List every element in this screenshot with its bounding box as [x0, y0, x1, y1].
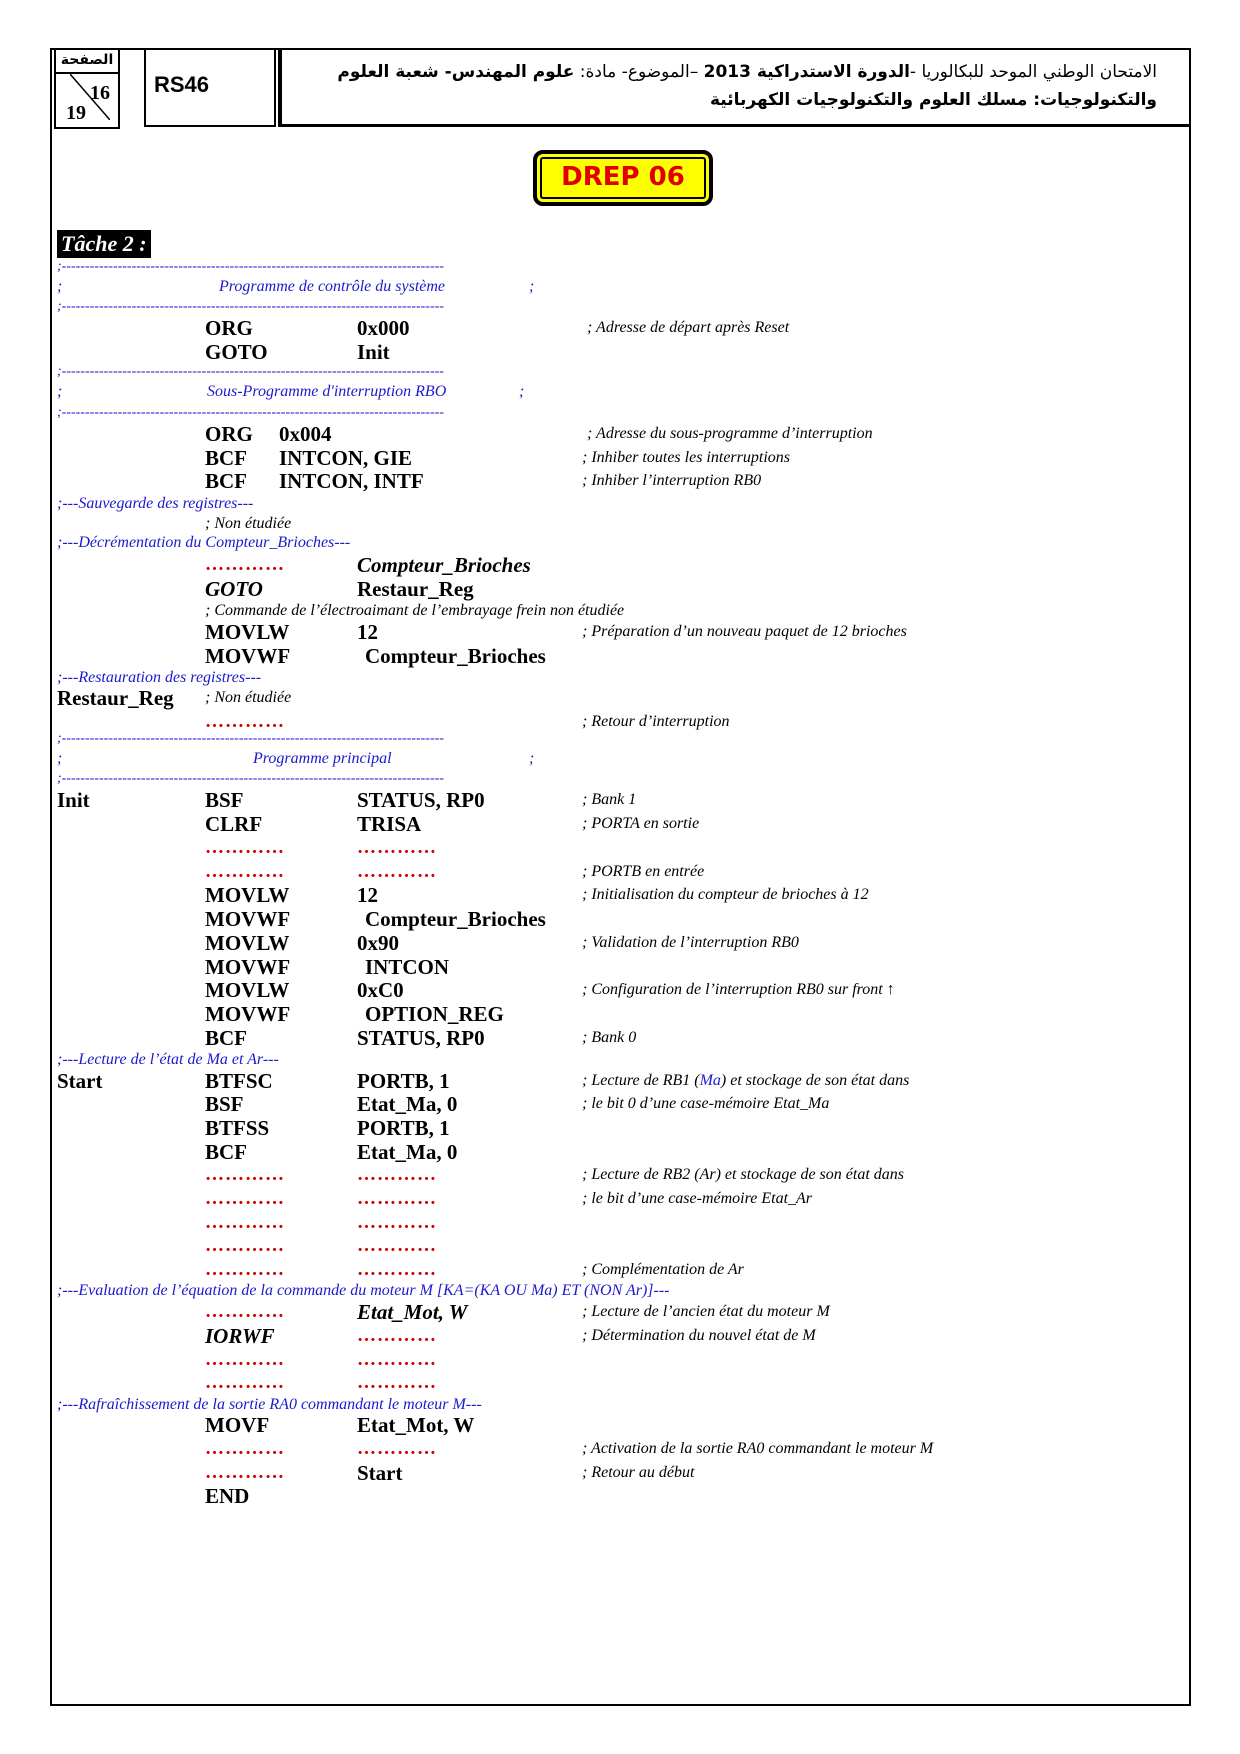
operand: INTCON, GIE [279, 446, 413, 470]
opcode: END [205, 1484, 250, 1508]
answer-blank[interactable]: ………… [205, 1188, 285, 1209]
opcode: GOTO [205, 340, 268, 364]
exam-title [297, 58, 1157, 114]
operand: 0x90 [357, 931, 399, 955]
opcode: MOVWF [205, 1002, 291, 1026]
title-subject: علوم المهندس- شعبة العلوم [337, 62, 575, 82]
operand: Compteur_Brioches [365, 644, 546, 668]
operand: Init [357, 340, 390, 364]
task-heading: Tâche 2 : [57, 230, 151, 258]
semicolon: ; [57, 383, 63, 400]
comment: ; Non étudiée [205, 689, 292, 706]
dash-rule: ;---------------------------------------------------------------------------------- [57, 732, 444, 746]
comment: ;---Restauration des registres--- [57, 669, 262, 686]
semicolon: ; [519, 383, 525, 400]
answer-blank[interactable]: ………… [205, 1372, 285, 1393]
answer-blank[interactable]: ………… [357, 1212, 437, 1233]
opcode: MOVWF [205, 644, 291, 668]
answer-blank[interactable]: ………… [357, 1438, 437, 1459]
opcode: MOVWF [205, 907, 291, 931]
answer-blank[interactable]: ………… [205, 1462, 285, 1483]
operand: STATUS, RP0 [357, 788, 485, 812]
title-session: الدورة الاستدراكية 2013 [703, 62, 910, 82]
operand: INTCON [365, 955, 450, 979]
comment: ; PORTA en sortie [582, 815, 700, 832]
operand: STATUS, RP0 [357, 1026, 485, 1050]
comment: ;---Sauvegarde des registres--- [57, 495, 254, 512]
comment: ; Retour au début [582, 1464, 695, 1481]
comment: ; Bank 1 [582, 791, 637, 808]
answer-blank[interactable]: ………… [205, 1164, 285, 1185]
comment: ; Non étudiée [205, 515, 292, 532]
operand: 0x000 [357, 316, 410, 340]
drep-label: DREP 06 [561, 162, 685, 192]
comment: ; Préparation d’un nouveau paquet de 12 brioches [582, 623, 907, 640]
operand: OPTION_REG [365, 1002, 504, 1026]
opcode: MOVF [205, 1413, 270, 1437]
comment: ; le bit 0 d’une case-mémoire Etat_Ma [582, 1095, 830, 1112]
title-part: –الموضوع- مادة: [574, 62, 704, 82]
section-banner [57, 278, 537, 298]
title-stream: والتكنولوجيات: مسلك العلوم والتكنولوجيات الكهربائية [709, 90, 1157, 110]
comment: ;---Décrémentation du Compteur_Brioches--- [57, 534, 351, 551]
opcode: BCF [205, 1140, 247, 1164]
operand: Compteur_Brioches [357, 553, 531, 577]
opcode: BTFSC [205, 1069, 273, 1093]
title-part: الامتحان الوطني الموحد للبكالوريا - [909, 62, 1157, 82]
comment: ; PORTB en entrée [582, 863, 705, 880]
comment: ; Inhiber toutes les interruptions [582, 449, 790, 466]
opcode: MOVWF [205, 955, 291, 979]
operand: 0x004 [279, 422, 332, 446]
answer-blank[interactable]: ………… [357, 1164, 437, 1185]
opcode: ORG [205, 316, 253, 340]
operand: TRISA [357, 812, 422, 836]
operand: Restaur_Reg [357, 577, 474, 601]
exam-header [52, 50, 1189, 127]
answer-blank[interactable]: ………… [205, 711, 285, 732]
label: Restaur_Reg [57, 686, 174, 710]
answer-blank[interactable]: ………… [205, 837, 285, 858]
operand: Etat_Mot, W [357, 1300, 468, 1324]
exam-title-box [278, 50, 1189, 127]
answer-blank[interactable]: ………… [357, 1259, 437, 1280]
opcode: BCF [205, 1026, 247, 1050]
operand: INTCON, INTF [279, 469, 424, 493]
answer-blank[interactable]: ………… [357, 1372, 437, 1393]
dash-rule: ;---------------------------------------------------------------------------------- [57, 365, 444, 379]
dash-rule: ;---------------------------------------------------------------------------------- [57, 260, 444, 274]
comment: ; Inhiber l’interruption RB0 [582, 472, 762, 489]
dash-rule: ;---------------------------------------------------------------------------------- [57, 300, 444, 314]
answer-blank[interactable]: ………… [357, 1235, 437, 1256]
label: Init [57, 788, 90, 812]
answer-blank[interactable]: ………… [357, 1188, 437, 1209]
operand: Compteur_Brioches [365, 907, 546, 931]
subject-code-box [144, 50, 276, 127]
answer-blank[interactable]: ………… [205, 1212, 285, 1233]
comment: ; Lecture de RB2 (Ar) et stockage de son état dans [582, 1166, 904, 1183]
opcode: MOVLW [205, 883, 290, 907]
page-total: 19 [66, 102, 86, 124]
section-banner [57, 383, 537, 403]
comment: ; Lecture de l’ancien état du moteur M [582, 1303, 830, 1320]
opcode: BSF [205, 1092, 244, 1116]
operand: PORTB, 1 [357, 1069, 450, 1093]
operand: Etat_Ma, 0 [357, 1092, 458, 1116]
comment: ; Bank 0 [582, 1029, 637, 1046]
semicolon: ; [529, 750, 535, 767]
opcode: MOVLW [205, 978, 290, 1002]
answer-blank[interactable]: ………… [205, 861, 285, 882]
operand: 12 [357, 883, 378, 907]
operand: 0xC0 [357, 978, 404, 1002]
comment-part: ) et stockage de son état dans [720, 1072, 910, 1089]
section-banner [57, 750, 537, 770]
opcode: CLRF [205, 812, 263, 836]
operand: PORTB, 1 [357, 1116, 450, 1140]
comment-part: ; Lecture de RB1 ( [582, 1072, 700, 1089]
drep-badge [533, 150, 713, 206]
comment: ; Activation de la sortie RA0 commandant le moteur M [582, 1440, 934, 1457]
comment: ; Retour d’interruption [582, 713, 730, 730]
comment: ; Validation de l’interruption RB0 [582, 934, 799, 951]
subject-code: RS46 [154, 72, 210, 97]
answer-blank[interactable]: ………… [357, 1325, 437, 1346]
comment: ; Complémentation de Ar [582, 1261, 744, 1278]
comment: ; Adresse de départ après Reset [587, 319, 790, 336]
label: Start [57, 1069, 103, 1093]
answer-blank[interactable]: ………… [205, 1349, 285, 1370]
semicolon: ; [57, 278, 63, 295]
page-number: 16 [90, 82, 110, 104]
operand: Etat_Mot, W [357, 1413, 475, 1437]
answer-blank[interactable]: ………… [357, 861, 437, 882]
page-number-box [54, 50, 120, 129]
answer-blank[interactable]: ………… [205, 1235, 285, 1256]
opcode: ORG [205, 422, 253, 446]
semicolon: ; [57, 750, 63, 767]
comment: ;---Lecture de l’état de Ma et Ar--- [57, 1051, 279, 1068]
comment: ;---Evaluation de l’équation de la commande du moteur M [KA=(KA OU Ma) ET (NON Ar)]--- [57, 1282, 670, 1299]
answer-blank[interactable]: ………… [357, 837, 437, 858]
dash-rule: ;---------------------------------------------------------------------------------- [57, 772, 444, 786]
answer-blank[interactable]: ………… [205, 1301, 285, 1322]
page-label: الصفحة [60, 52, 114, 68]
semicolon: ; [529, 278, 535, 295]
opcode: BCF [205, 446, 247, 470]
banner-title: Programme principal [253, 750, 392, 767]
comment: ; Commande de l’électroaimant de l’embrayage frein non étudiée [205, 602, 625, 619]
banner-title: Sous-Programme d'interruption RBO [207, 383, 447, 400]
operand: 12 [357, 620, 378, 644]
answer-blank[interactable]: ………… [205, 1438, 285, 1459]
answer-blank[interactable]: ………… [205, 554, 285, 575]
banner-title: Programme de contrôle du système [219, 278, 446, 295]
operand: Etat_Ma, 0 [357, 1140, 458, 1164]
operand: Start [357, 1461, 403, 1485]
comment: ;---Rafraîchissement de la sortie RA0 commandant le moteur M--- [57, 1396, 482, 1413]
opcode: BSF [205, 788, 244, 812]
comment: ; Détermination du nouvel état de M [582, 1327, 816, 1344]
comment: ; Configuration de l’interruption RB0 sur front ↑ [582, 981, 895, 998]
comment-highlight: Ma [699, 1072, 721, 1089]
comment: ; Initialisation du compteur de brioches à 12 [582, 886, 869, 903]
comment [582, 1071, 909, 1091]
page-frame [50, 48, 1191, 1706]
answer-blank[interactable]: ………… [205, 1259, 285, 1280]
comment: ; le bit d’une case-mémoire Etat_Ar [582, 1190, 813, 1207]
dash-rule: ;---------------------------------------------------------------------------------- [57, 406, 444, 420]
opcode: IORWF [205, 1324, 275, 1348]
comment: ; Adresse du sous-programme d’interruption [587, 425, 873, 442]
opcode: GOTO [205, 577, 263, 601]
opcode: BCF [205, 469, 247, 493]
opcode: MOVLW [205, 931, 290, 955]
opcode: MOVLW [205, 620, 290, 644]
answer-blank[interactable]: ………… [357, 1349, 437, 1370]
opcode: BTFSS [205, 1116, 270, 1140]
